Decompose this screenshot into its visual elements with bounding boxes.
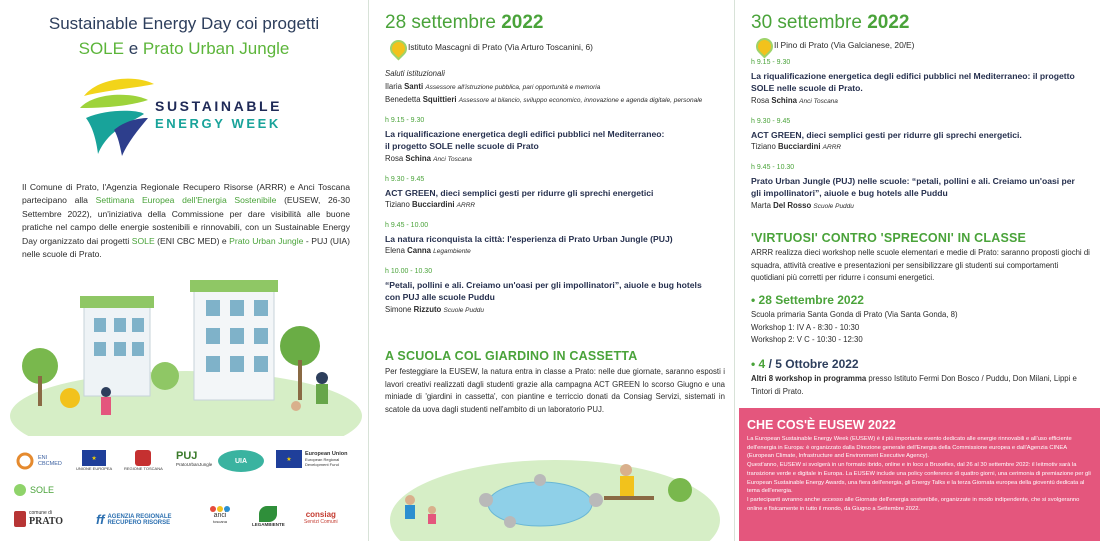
sole-circle-icon	[14, 484, 26, 496]
legambiente-logo: LEGAMBIENTE	[252, 506, 285, 527]
day1-talk-4: h 10.00 - 10.30 “Petali, pollini e ali. Creiamo un'oasi per gli impollinatori”, aiuole e bug hotels con PUJ alle scuole Puddu Simone Rizzuto Scuole Puddu	[385, 268, 702, 314]
intro-paragraph: Il Comune di Prato, l'Agenzia Regionale Recupero Risorse (ARRR) e Anci Toscana partecipano alla Settimana Europea dell'Energia Sostenibile (EUSEW, 26-30 Settembre 2022), un'iniziativa della Commissione per dare visibilità alle buone pratiche nel campo delle energie sostenibili e rinnovabili, con un Sustainable Energy Day organizzato dai progetti SOLE (ENI CBC MED) e Prato Urban Jungle - PUJ (UIA) nelle scuole di Prato.	[22, 182, 350, 260]
arrr-mark-icon: ff	[96, 512, 105, 527]
eusew-info-text: La European Sustainable Energy Week (EUSEW) è il più importante evento dedicato alle energie rinnovabili e all'uso efficiente dell'energia in Europa: è organizzato dalla Direzione generale dell'Energia della Commissione europea e dall'Agenzia CINEA (European Climate, Infrastructure and Environment Executive Agency). Quest'anno, EUSEW si svolgerà in un formato ibrido, online e in loco a Bruxelles, dal 26 al 30 settembre 2022: il leitmotiv sarà la transizione verde e digitale in Europa. La EUSEW include una policy conference di quattro giorni, una cerimonia di premiazione per gli European Sustainable Energy Awards, una fiera dell'energia, gli Energy Talks e la terza Giornata europea della gioventù dedicata al tema dell'energia. I partecipanti avranno anche accesso alle Giornate dell'energia sostenibile, organizzate in modo indipendente, che si svolgeranno online e fisicamente in tutto il mondo, da Giugno a Settembre 2022.	[747, 436, 1091, 512]
anci-logo: anci toscana	[210, 506, 230, 524]
day1-column	[368, 0, 734, 541]
comune-prato-logo: comune di PRATO	[14, 510, 63, 527]
day1-talk-1: h 9.15 - 9.30 La riqualificazione energetica degli edifici pubblici nel Mediterraneo: il progetto SOLE nelle scuole di Prato Rosa Schina Anci Toscana	[385, 117, 665, 163]
day1-greetings: Saluti istituzionali Ilaria Santi Assessore all'istruzione pubblica, pari opportunità e memoria Benedetta Squittieri Assessore al bilancio, sviluppo economico, innovazione e agenda digitale, personale	[385, 69, 703, 104]
eusew-link[interactable]: Settimana Europea dell'Energia Sostenibile	[95, 195, 277, 206]
page-title: Sustainable Energy Day coi progetti	[48, 14, 320, 33]
workshop-details-1: Scuola primaria Santa Gonda di Prato (Via Santa Gonda, 8) Workshop 1: IV A - 8:30 - 10:30 Workshop 2: V C - 10:30 - 12:30	[751, 310, 958, 344]
uia-blob-icon: UIA	[218, 450, 264, 472]
eusew-logo-text-2: ENERGY WEEK	[155, 116, 281, 131]
eni-logo-icon	[14, 452, 36, 470]
day2-date: 30 settembre 2022	[751, 12, 910, 33]
day1-talk-3: h 9.45 - 10.00 La natura riconquista la città: l'esperienza di Prato Urban Jungle (PUJ) Elena Canna Legambiente	[385, 222, 673, 255]
workshop-details-2: Altri 8 workshop in programma presso Istituto Fermi Don Bosco / Puddu, Don Milani, Lippi e Tintori di Prato.	[751, 374, 1077, 396]
regione-crest-icon	[135, 450, 151, 466]
garden-section-text: Per festeggiare la EUSEW, la natura entra in classe a Prato: nelle due giornate, saranno esposti i lavori creativi realizzati dagli studenti grazie alla campagna ACT GREEN lo scorso Giugno e una miniade di 'giardini in cassetta', con piantine e terriccio donati da Consiag Servizi, sistemati in scatole da uova dagli studenti nell'ambito di un laboratorio PUJ.	[385, 367, 725, 414]
sole-link[interactable]: SOLE	[131, 235, 155, 246]
day1-date: 28 settembre 2022	[385, 12, 544, 33]
day2-talk-3: h 9.45 - 10.30 Prato Urban Jungle (PUJ) nelle scuole: “petali, pollini e ali. Creiamo un'oasi per gli impollinatori”, aiuole e bug hotels alle Puddu Marta Del Rosso Scuole Puddu	[751, 164, 1075, 210]
day1-talk-2: h 9.30 - 9.45 ACT GREEN, dieci semplici gesti per ridurre gli sprechi energetici Tiziano Bucciardini ARRR	[385, 176, 654, 209]
eu-flag-icon: ★	[82, 450, 106, 466]
consiag-logo: consiag Servizi Comuni	[304, 510, 338, 525]
partner-logos	[0, 440, 368, 541]
day2-venue: Il Pino di Prato (Via Galcianese, 20/E)	[774, 40, 915, 50]
eu-flag-icon-2: ★	[276, 450, 302, 468]
eusew-info-box	[739, 408, 1100, 541]
virtuosi-section-text: ARRR realizza dieci workshop nelle scuole elementari e medie di Prato: saranno proposti giochi di squadra, attività creative e presentazioni per sensibilizzare gli studenti sui comportamenti quotidiani più corretti per ridurre i consumi energetici.	[751, 248, 1090, 282]
day1-venue: Istituto Mascagni di Prato (Via Arturo Toscanini, 6)	[408, 42, 593, 52]
puj-link[interactable]: Prato Urban Jungle	[229, 235, 304, 246]
eu-flag-logo-1: ★ UNIONE EUROPEA	[76, 450, 112, 471]
sole-logo: SOLE	[14, 484, 54, 496]
eusew-logo-icon	[78, 74, 158, 158]
uia-logo	[218, 450, 264, 472]
page-subtitle: SOLE e Prato Urban Jungle	[78, 39, 290, 58]
regione-toscana-logo: REGIONE TOSCANA	[124, 450, 163, 471]
school-illustration	[10, 266, 362, 436]
puj-logo: PUJ PratoUrbanJungle	[176, 450, 213, 467]
eni-cbcmed-logo: ENI CBCMED	[14, 452, 62, 470]
workshop-date-2: • 4 / 5 Ottobre 2022	[751, 357, 859, 371]
workshop-date-1: • 28 Settembre 2022	[751, 293, 864, 307]
arrr-logo: ff AGENZIA REGIONALE RECUPERO RISORSE	[96, 512, 172, 527]
eu-regional-fund-logo: ★ European Union European Regional Development Fund	[276, 450, 349, 468]
prato-crest-icon	[14, 511, 26, 527]
legambiente-leaf-icon	[259, 506, 277, 522]
location-pin-icon	[386, 36, 410, 60]
left-column	[0, 0, 368, 541]
day2-talk-1: h 9.15 - 9.30 La riqualificazione energetica degli edifici pubblici nel Mediterraneo: il progetto SOLE nelle scuole di Prato. Rosa Schina Anci Toscana	[751, 59, 1075, 105]
pond-illustration	[390, 430, 720, 541]
garden-section-title: A SCUOLA COL GIARDINO IN CASSETTA	[385, 349, 638, 363]
eusew-info-title: CHE COS'È EUSEW 2022	[747, 418, 896, 432]
day2-talk-2: h 9.30 - 9.45 ACT GREEN, dieci semplici gesti per ridurre gli sprechi energetici. Tiziano Bucciardini ARRR	[751, 118, 1022, 151]
eusew-logo-text-1: SUSTAINABLE	[155, 98, 283, 114]
location-pin-icon-2	[752, 34, 776, 58]
virtuosi-section-title: 'VIRTUOSI' CONTRO 'SPRECONI' IN CLASSE	[751, 231, 1027, 245]
